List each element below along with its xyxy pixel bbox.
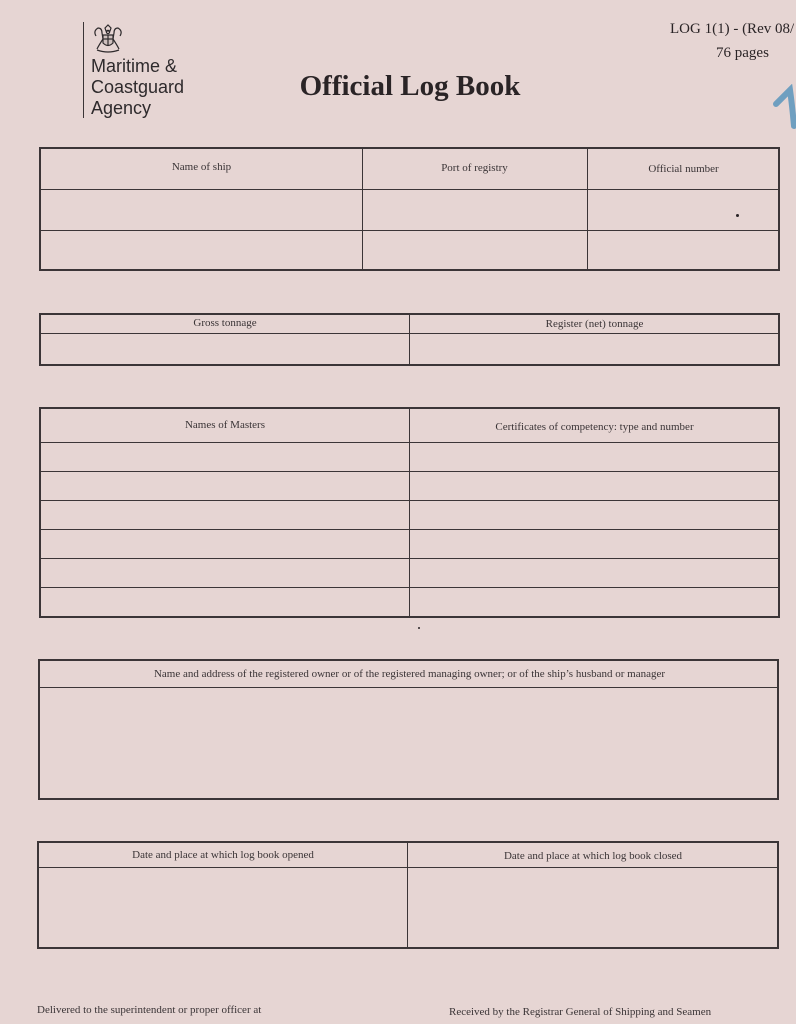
- log-closed-header: Date and place at which log book closed: [503, 850, 683, 862]
- paper-speck: [736, 214, 739, 217]
- name-of-ship-header: Name of ship: [171, 161, 232, 173]
- received-by-label: Received by the Registrar General of Shipping and Seamen: [449, 1006, 712, 1018]
- names-of-masters-header: Names of Masters: [184, 419, 266, 431]
- net-tonnage-header: Register (net) tonnage: [545, 318, 644, 330]
- handwritten-mark: [772, 84, 796, 130]
- column-divider: [409, 409, 410, 616]
- ship-details-table: [39, 147, 780, 271]
- owner-table: [38, 659, 779, 800]
- page-count: 76 pages: [716, 45, 769, 61]
- owner-address-header: Name and address of the registered owner or of the registered managing owner; or of the ship’s husband or manager: [153, 668, 666, 680]
- delivered-to-label: Delivered to the superintendent or proper officer at: [37, 1004, 262, 1016]
- certificates-header: Certificates of competency: type and number: [495, 421, 694, 433]
- masters-table: [39, 407, 780, 618]
- log-dates-table: [37, 841, 779, 949]
- tonnage-table: [39, 313, 780, 366]
- agency-name-line-1: Maritime &: [91, 56, 178, 76]
- row-divider: [41, 230, 778, 231]
- agency-name-line-3: Agency: [91, 98, 152, 118]
- agency-divider: [83, 22, 84, 118]
- row-divider: [40, 687, 777, 688]
- agency-name: [91, 56, 231, 119]
- log-opened-header: Date and place at which log book opened: [132, 849, 314, 861]
- paper-speck: [418, 627, 420, 629]
- gross-tonnage-header: Gross tonnage: [193, 317, 257, 329]
- row-divider: [41, 189, 778, 190]
- row-divider: [39, 867, 777, 868]
- port-of-registry-header: Port of registry: [441, 162, 508, 174]
- agency-name-line-2: Coastguard: [91, 77, 185, 97]
- document-title: Official Log Book: [299, 70, 521, 102]
- royal-crest-icon: [90, 22, 126, 54]
- official-number-header: Official number: [648, 163, 719, 175]
- form-reference: LOG 1(1) - (Rev 08/: [670, 21, 795, 37]
